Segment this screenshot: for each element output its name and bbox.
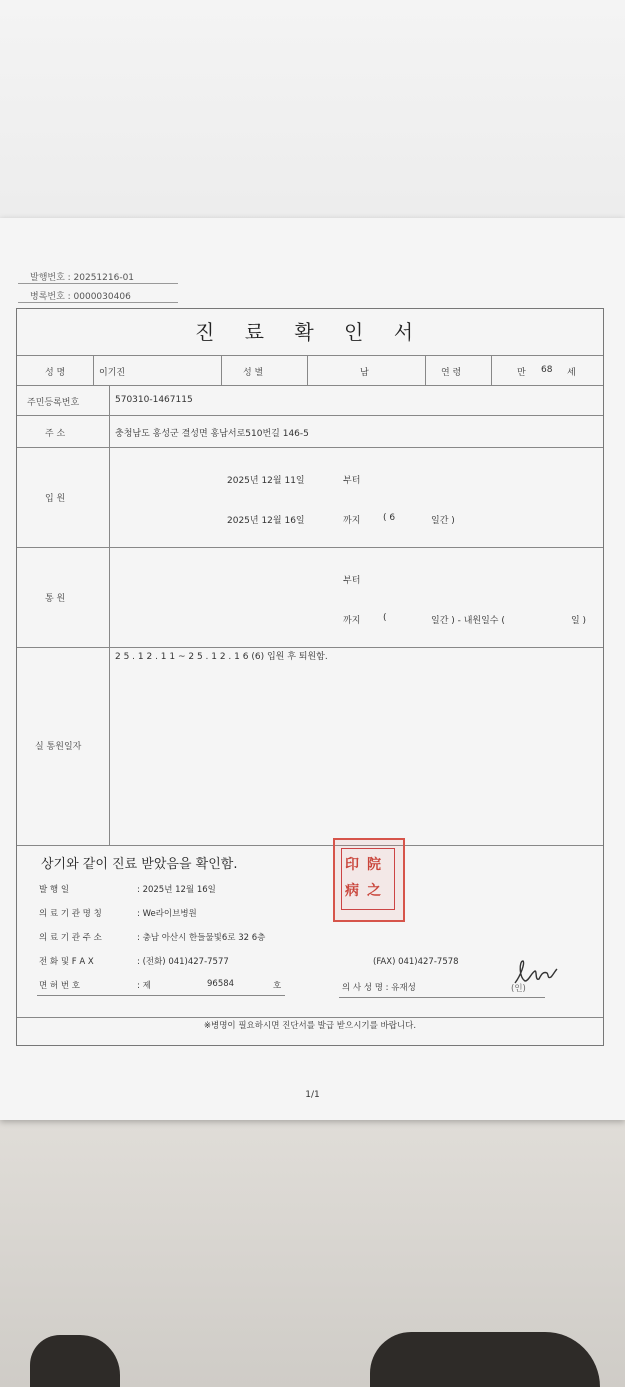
issue-number: 발행번호 : 20251216-01 bbox=[30, 273, 135, 283]
divider bbox=[109, 385, 110, 415]
admission-days: ( 6 bbox=[383, 513, 396, 523]
sex-value: 남 bbox=[360, 368, 369, 378]
age-prefix: 만 bbox=[517, 368, 526, 378]
divider bbox=[109, 647, 110, 845]
phone-value: : (전화) 041)427-7577 bbox=[137, 957, 229, 967]
outpatient-until-word: 까지 bbox=[343, 616, 361, 626]
issue-date-label: 발 행 일 bbox=[39, 885, 70, 895]
actual-dates-label: 실 통원일자 bbox=[35, 742, 82, 752]
admission-label: 입 원 bbox=[45, 494, 66, 504]
doctor-signature bbox=[511, 957, 559, 989]
divider bbox=[491, 355, 492, 385]
name-label: 성 명 bbox=[45, 368, 66, 378]
name-row bbox=[17, 355, 603, 386]
fax-value: (FAX) 041)427-7578 bbox=[373, 957, 459, 967]
document-page bbox=[0, 218, 625, 1120]
outpatient-open: ( bbox=[383, 613, 387, 623]
hospital-address-value: : 충남 아산시 한들물빛6로 32 6층 bbox=[137, 933, 266, 943]
actual-dates-row bbox=[17, 647, 603, 846]
seal-mark-2: 院 bbox=[367, 857, 381, 873]
hospital-name-value: : We라이브병원 bbox=[137, 909, 197, 919]
doctor-name: 의 사 성 명 : 유재성 bbox=[342, 983, 416, 993]
divider bbox=[109, 547, 110, 647]
license-label: 면 허 번 호 bbox=[39, 981, 80, 991]
outpatient-from-word: 부터 bbox=[343, 576, 361, 586]
certificate-form bbox=[16, 308, 604, 1046]
divider bbox=[93, 355, 94, 385]
hospital-address-label: 의 료 기 관 주 소 bbox=[39, 933, 102, 943]
age-label: 연 령 bbox=[441, 368, 462, 378]
confirm-statement: 상기와 같이 진료 받았음을 확인함. bbox=[41, 857, 238, 872]
rrn-label: 주민등록번호 bbox=[27, 398, 80, 408]
seal-mark-3: 病 bbox=[345, 883, 359, 899]
divider bbox=[109, 447, 110, 547]
license-unit: 호 bbox=[273, 981, 282, 991]
divider bbox=[221, 355, 222, 385]
license-colon: : 제 bbox=[137, 981, 151, 991]
hospital-seal-stamp bbox=[333, 838, 405, 922]
divider bbox=[37, 995, 285, 996]
outpatient-days-close: 일간 ) - 내원일수 ( bbox=[431, 616, 505, 626]
record-number: 병록번호 : 0000030406 bbox=[30, 292, 131, 302]
name-value: 이기진 bbox=[99, 368, 126, 378]
phone-label: 전 화 및 F A X bbox=[39, 957, 94, 967]
until-word: 까지 bbox=[343, 516, 361, 526]
address-row bbox=[17, 415, 603, 448]
admission-row bbox=[17, 447, 603, 548]
actual-dates-value: 2 5 . 1 2 . 1 1 ~ 2 5 . 1 2 . 1 6 (6) 입원 후 퇴원함. bbox=[115, 652, 328, 662]
rrn-value: 570310-1467115 bbox=[115, 395, 193, 405]
notice: ※병명이 필요하시면 진단서를 발급 받으시기를 바랍니다. bbox=[203, 1021, 417, 1031]
rrn-row bbox=[17, 385, 603, 416]
seal-mark-1: 印 bbox=[345, 857, 359, 873]
sex-label: 성 별 bbox=[243, 368, 264, 378]
outpatient-label: 통 원 bbox=[45, 594, 66, 604]
document-title: 진 료 확 인 서 bbox=[194, 320, 426, 344]
divider bbox=[339, 997, 545, 998]
address-label: 주 소 bbox=[45, 429, 66, 439]
outpatient-day-unit: 일 ) bbox=[571, 616, 587, 626]
seal-mark-4: 之 bbox=[367, 883, 381, 899]
address-value: 충청남도 홍성군 결성면 홍남서로510번길 146-5 bbox=[115, 429, 309, 439]
admission-from: 2025년 12월 11일 bbox=[227, 476, 305, 486]
divider bbox=[109, 415, 110, 447]
hospital-name-label: 의 료 기 관 명 칭 bbox=[39, 909, 102, 919]
title-row bbox=[17, 309, 603, 356]
divider bbox=[425, 355, 426, 385]
divider bbox=[18, 283, 178, 284]
from-word: 부터 bbox=[343, 476, 361, 486]
admission-to: 2025년 12월 16일 bbox=[227, 516, 305, 526]
seal-mark: (인) bbox=[511, 984, 526, 994]
divider bbox=[307, 355, 308, 385]
page-number: 1/1 bbox=[305, 1090, 320, 1100]
wall-background bbox=[0, 0, 625, 235]
license-number: 96584 bbox=[207, 979, 235, 989]
confirmation-section bbox=[17, 845, 603, 1018]
admission-days-close: 일간 ) bbox=[431, 516, 455, 526]
shadow-right bbox=[370, 1332, 600, 1387]
age-value: 68 bbox=[541, 365, 553, 375]
issue-date-value: : 2025년 12월 16일 bbox=[137, 885, 216, 895]
outpatient-row bbox=[17, 547, 603, 648]
age-unit: 세 bbox=[567, 368, 576, 378]
divider bbox=[18, 302, 178, 303]
